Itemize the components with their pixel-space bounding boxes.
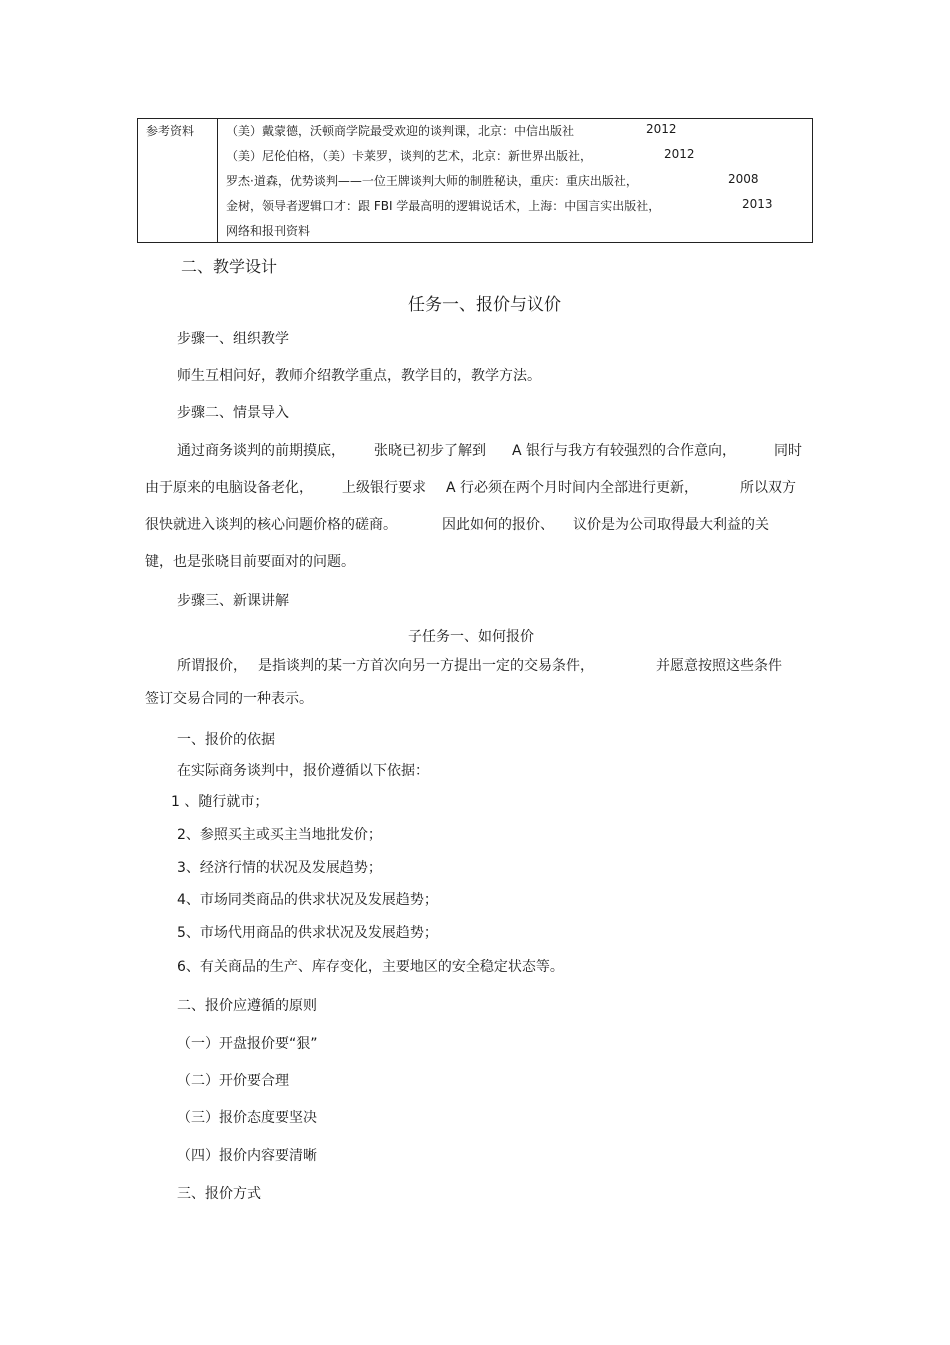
text-segment: 所谓报价， xyxy=(177,658,247,674)
subsection-heading: 二、报价应遵循的原则 xyxy=(177,998,317,1014)
paragraph: 师生互相问好，教师介绍教学重点，教学目的，教学方法。 xyxy=(177,368,541,384)
text-segment: 签订交易合同的一种表示。 xyxy=(145,691,313,707)
text-segment: 是指谈判的某一方首次向另一方提出一定的交易条件， xyxy=(258,658,594,674)
text-segment: A 行必须在两个月时间内全部进行更新， xyxy=(446,480,699,496)
text-segment: 张晓已初步了解到 xyxy=(374,443,486,459)
paragraph-line xyxy=(0,440,950,460)
text-segment: 因此如何的报价、 xyxy=(442,517,554,533)
list-item: 3、经济行情的状况及发展趋势； xyxy=(177,860,382,876)
reference-text: （美）戴蒙德，沃顿商学院最受欢迎的谈判课，北京：中信出版社 xyxy=(226,124,575,138)
paragraph-line xyxy=(0,514,950,534)
subsection-heading: 三、报价方式 xyxy=(177,1186,261,1202)
reference-text: 金树，领导者逻辑口才：跟 FBI 学最高明的逻辑说话术，上海：中国言实出版社， xyxy=(226,199,661,213)
text-segment: 议价是为公司取得最大利益的关 xyxy=(573,517,769,533)
reference-table xyxy=(137,118,813,243)
list-item: （四）报价内容要清晰 xyxy=(177,1148,317,1164)
text-segment: 所以双方 xyxy=(740,480,796,496)
reference-year: 2008 xyxy=(728,172,759,186)
list-item: 1 、随行就市； xyxy=(171,794,269,810)
step-heading: 步骤三、新课讲解 xyxy=(177,593,289,609)
list-item: 2、参照买主或买主当地批发价； xyxy=(177,827,382,843)
text-segment: 同时 xyxy=(774,443,802,459)
text-segment: 键，也是张晓目前要面对的问题。 xyxy=(145,554,355,570)
list-item: （二）开价要合理 xyxy=(177,1073,289,1089)
reference-label: 参考资料 xyxy=(138,119,218,242)
list-item: （一）开盘报价要“狠” xyxy=(177,1036,318,1052)
reference-year: 2012 xyxy=(664,147,695,161)
subsection-heading: 一、报价的依据 xyxy=(177,732,275,748)
text-segment: 由于原来的电脑设备老化， xyxy=(145,480,313,496)
text-segment: 通过商务谈判的前期摸底， xyxy=(177,443,345,459)
reference-year: 2012 xyxy=(646,122,677,136)
list-item: 6、有关商品的生产、库存变化，主要地区的安全稳定状态等。 xyxy=(177,959,564,975)
reference-item xyxy=(226,172,759,189)
paragraph-line xyxy=(0,688,950,708)
step-heading: 步骤二、情景导入 xyxy=(177,405,289,421)
section-heading: 二、教学设计 xyxy=(181,257,278,276)
task-title: 任务一、报价与议价 xyxy=(408,295,561,315)
reference-text: （美）尼伦伯格，（美）卡莱罗，谈判的艺术，北京：新世界出版社， xyxy=(226,149,593,163)
reference-text: 网络和报刊资料 xyxy=(226,224,311,238)
reference-item xyxy=(226,122,677,139)
list-item: （三）报价态度要坚决 xyxy=(177,1110,317,1126)
paragraph-line xyxy=(0,477,950,497)
text-segment: 并愿意按照这些条件 xyxy=(656,658,782,674)
reference-item xyxy=(226,147,695,164)
list-item: 4、市场同类商品的供求状况及发展趋势； xyxy=(177,892,438,908)
reference-item xyxy=(226,197,773,214)
paragraph: 在实际商务谈判中，报价遵循以下依据： xyxy=(177,763,429,779)
reference-item xyxy=(226,222,310,239)
step-heading: 步骤一、组织教学 xyxy=(177,331,289,347)
text-segment: A 银行与我方有较强烈的合作意向， xyxy=(512,443,737,459)
paragraph-line xyxy=(0,655,950,675)
list-item: 5、市场代用商品的供求状况及发展趋势； xyxy=(177,925,438,941)
text-segment: 上级银行要求 xyxy=(342,480,426,496)
subtask-title: 子任务一、如何报价 xyxy=(408,629,534,645)
reference-text: 罗杰·道森，优势谈判——一位王牌谈判大师的制胜秘诀，重庆：重庆出版社， xyxy=(226,174,638,188)
paragraph-line xyxy=(0,551,950,571)
text-segment: 很快就进入谈判的核心问题价格的磋商。 xyxy=(145,517,397,533)
reference-year: 2013 xyxy=(742,197,773,211)
